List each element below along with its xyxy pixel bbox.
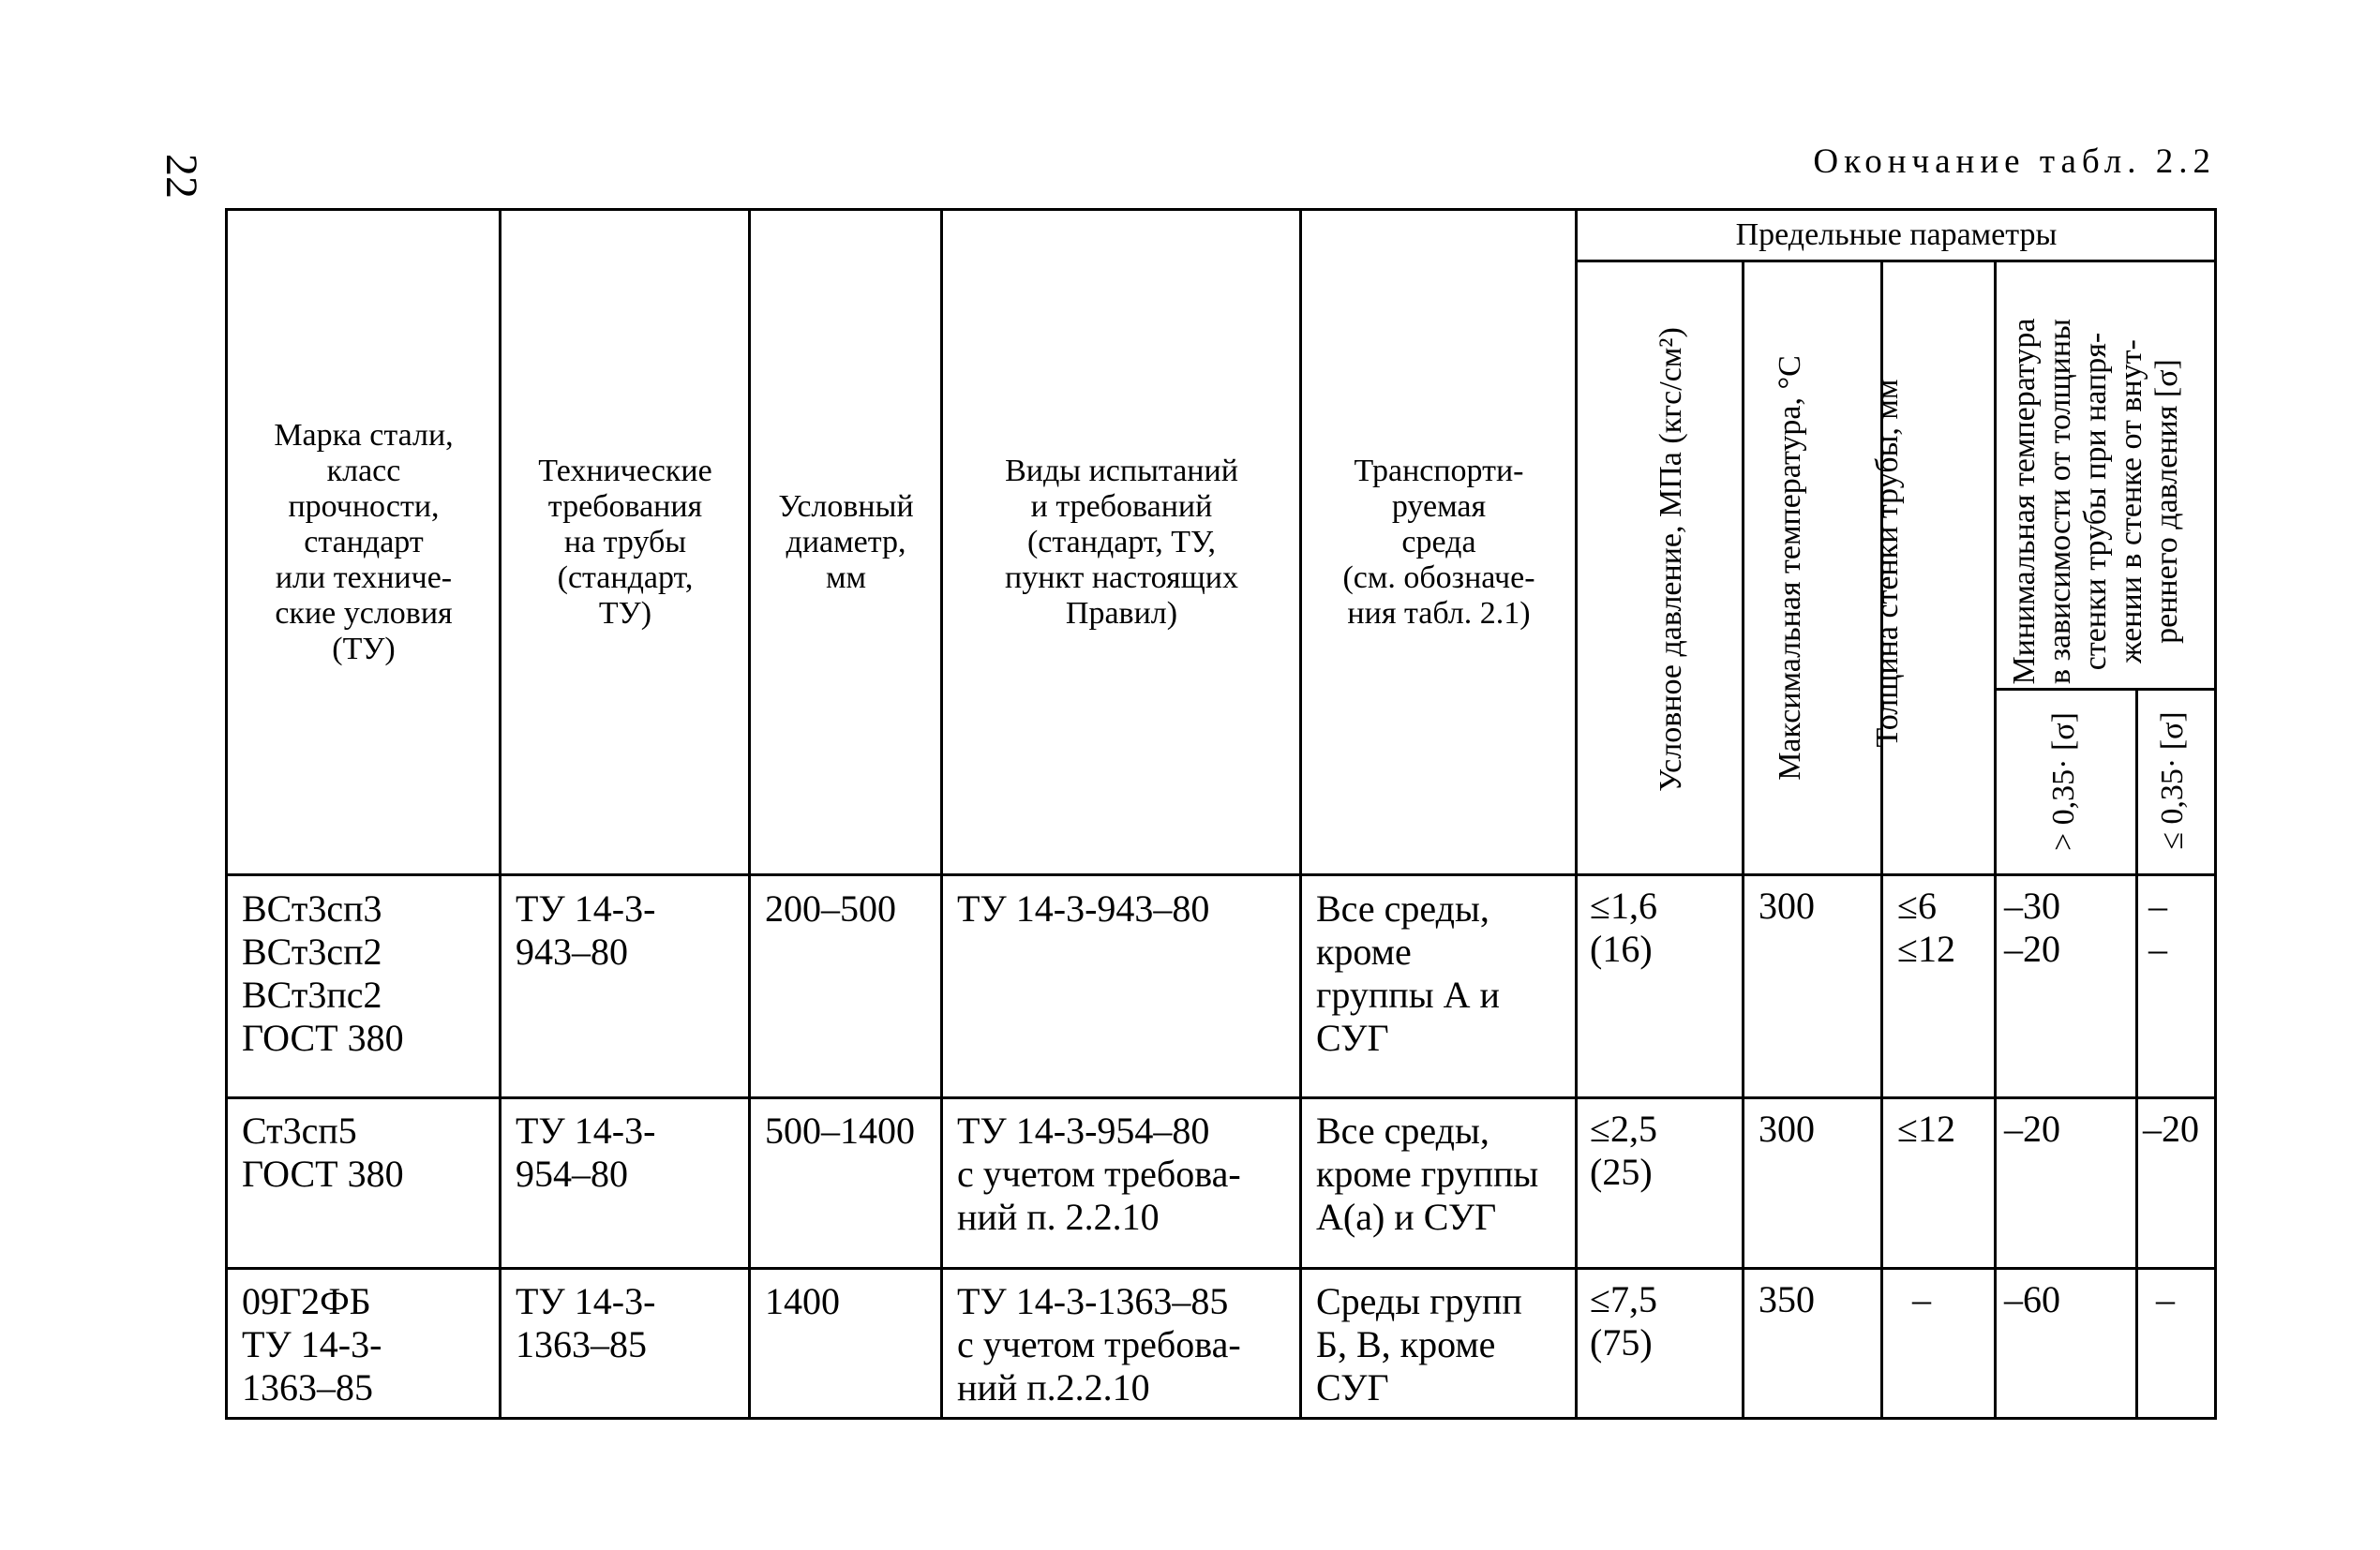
row-1-grade: ВСт3сп3 ВСт3сп2 ВСт3пс2 ГОСТ 380: [242, 887, 404, 1059]
row-3-diameter: 1400: [765, 1280, 840, 1322]
data-table: [225, 208, 2217, 1420]
row-1-min-temp-above: –30 –20: [2004, 885, 2060, 970]
row-1-bottom-rule: [225, 1096, 2217, 1099]
row-3-tech-req: ТУ 14-3- 1363–85: [516, 1280, 656, 1365]
row-2-pressure: ≤2,5 (25): [1590, 1108, 1657, 1193]
row-2-bottom-rule: [225, 1267, 2217, 1270]
row-1-medium: Все среды, кроме группы А и СУГ: [1316, 887, 1500, 1059]
row-2-diameter: 500–1400: [765, 1110, 915, 1152]
row-1-diameter: 200–500: [765, 887, 896, 930]
header-stress-above: > 0,35· [σ]: [2046, 712, 2081, 851]
row-1-max-temp: 300: [1759, 885, 1815, 927]
row-2-medium: Все среды, кроме группы А(а) и СУГ: [1316, 1110, 1539, 1238]
row-1-pressure: ≤1,6 (16): [1590, 885, 1657, 970]
column-divider-1: [499, 208, 501, 1420]
page-number: 22: [157, 154, 206, 199]
header-min-temperature: Минимальная температура в зависимости от толщины стенки трубы при напря- жении в стенке от внут- реннего давления [σ]: [2007, 318, 2184, 685]
row-1-tests: ТУ 14-3-943–80: [957, 887, 1210, 930]
header-limit-parameters: Предельные параметры: [1735, 217, 2058, 252]
header-stress-below: ≤ 0,35· [σ]: [2155, 711, 2190, 850]
row-3-max-temp: 350: [1759, 1278, 1815, 1320]
header-tests: Виды испытаний и требований (стандарт, ТУ, пункт настоящих Правил): [1005, 453, 1238, 631]
table-border-bottom: [225, 1417, 2217, 1420]
table-border-right: [2214, 208, 2217, 1420]
row-1-wall: ≤6 ≤12: [1897, 885, 1955, 970]
row-2-tests: ТУ 14-3-954–80 с учетом требова- ний п. 2.2.10: [957, 1110, 1241, 1238]
header-wall-thickness: Толщина стенки трубы, мм: [1870, 379, 1905, 748]
row-3-min-temp-above: –60: [2004, 1278, 2060, 1320]
header-steel-grade: Марка стали, класс прочности, стандарт или техниче- ские условия (ТУ): [274, 417, 454, 666]
column-divider-3: [940, 208, 943, 1420]
row-3-tests: ТУ 14-3-1363–85 с учетом требова- ний п.2.2.10: [957, 1280, 1241, 1408]
row-2-max-temp: 300: [1759, 1108, 1815, 1150]
row-3-wall: –: [1912, 1278, 1931, 1320]
table-border-left: [225, 208, 228, 1420]
header-tech-requirements: Технические требования на трубы (стандарт, ТУ): [538, 453, 712, 631]
row-3-grade: 09Г2ФБ ТУ 14-3- 1363–85: [242, 1280, 382, 1408]
header-medium: Транспорти- руемая среда (см. обозначе- ния табл. 2.1): [1342, 453, 1535, 631]
row-1-min-temp-below: – –: [2148, 885, 2167, 970]
column-divider-4: [1299, 208, 1302, 1420]
column-divider-5: [1575, 208, 1578, 1420]
header-max-temperature: Максимальная температура, °С: [1773, 355, 1807, 781]
column-divider-2: [748, 208, 751, 1420]
row-3-min-temp-below: –: [2156, 1278, 2175, 1320]
row-3-medium: Среды групп Б, В, кроме СУГ: [1316, 1280, 1522, 1408]
header-diameter: Условный диаметр, мм: [778, 488, 914, 595]
row-2-tech-req: ТУ 14-3- 954–80: [516, 1110, 656, 1195]
row-3-pressure: ≤7,5 (75): [1590, 1278, 1657, 1364]
table-caption: Окончание табл. 2.2: [1813, 142, 2216, 181]
row-2-grade: Ст3сп5 ГОСТ 380: [242, 1110, 404, 1195]
row-2-wall: ≤12: [1897, 1108, 1955, 1150]
row-1-tech-req: ТУ 14-3- 943–80: [516, 887, 656, 973]
row-2-min-temp-below: –20: [2143, 1108, 2199, 1150]
header-bottom-rule: [225, 873, 2217, 876]
header-pressure: Условное давление, МПа (кгс/см²): [1654, 327, 1688, 792]
row-2-min-temp-above: –20: [2004, 1108, 2060, 1150]
